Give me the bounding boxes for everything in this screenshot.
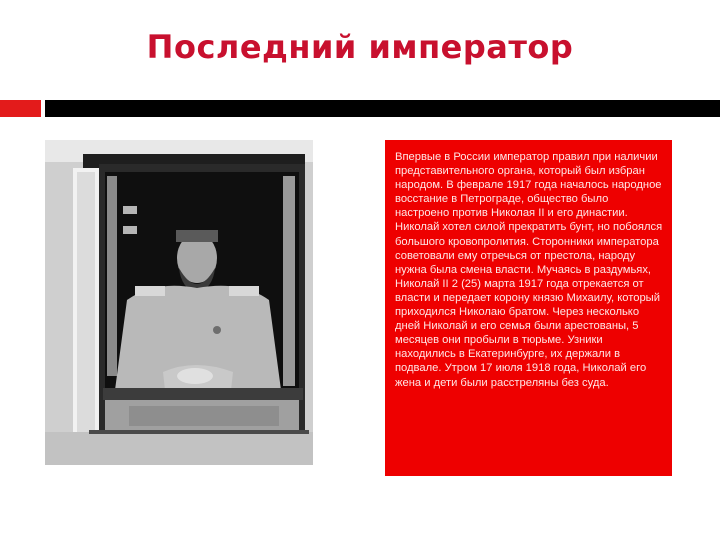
accent-bar-red (0, 100, 41, 117)
slide-title: Последний император (146, 28, 574, 66)
photo-graphic (45, 140, 313, 465)
description-box (382, 140, 672, 476)
accent-bar-black (45, 100, 720, 117)
photo-emperor-train-window (45, 140, 313, 465)
description-text: Впервые в России император правил при наличии представительного органа, который был избран народом. В феврале 1917 года началось народное восстание в Петрограде, общество было настроено против Николая II и его династии. Николай хотел силой прекратить бунт, но побоялся большого кровопролития. Сторонники императора советовали ему отречься от престола, народу нужна была смена власти. Мучаясь в раздумьях, Николай II 2 (25) марта 1917 года отрекается от власти и передает корону князю Михаилу, который приходился Николаю братом. Через несколько дней Николай и его семья были арестованы, 5 месяцев они пробыли в тюрьме. Узники находились в Екатеринбурге, их держали в подвале. Утром 17 июля 1918 года, Николай его жена и дети были расстреляны без суда. (395, 151, 663, 389)
